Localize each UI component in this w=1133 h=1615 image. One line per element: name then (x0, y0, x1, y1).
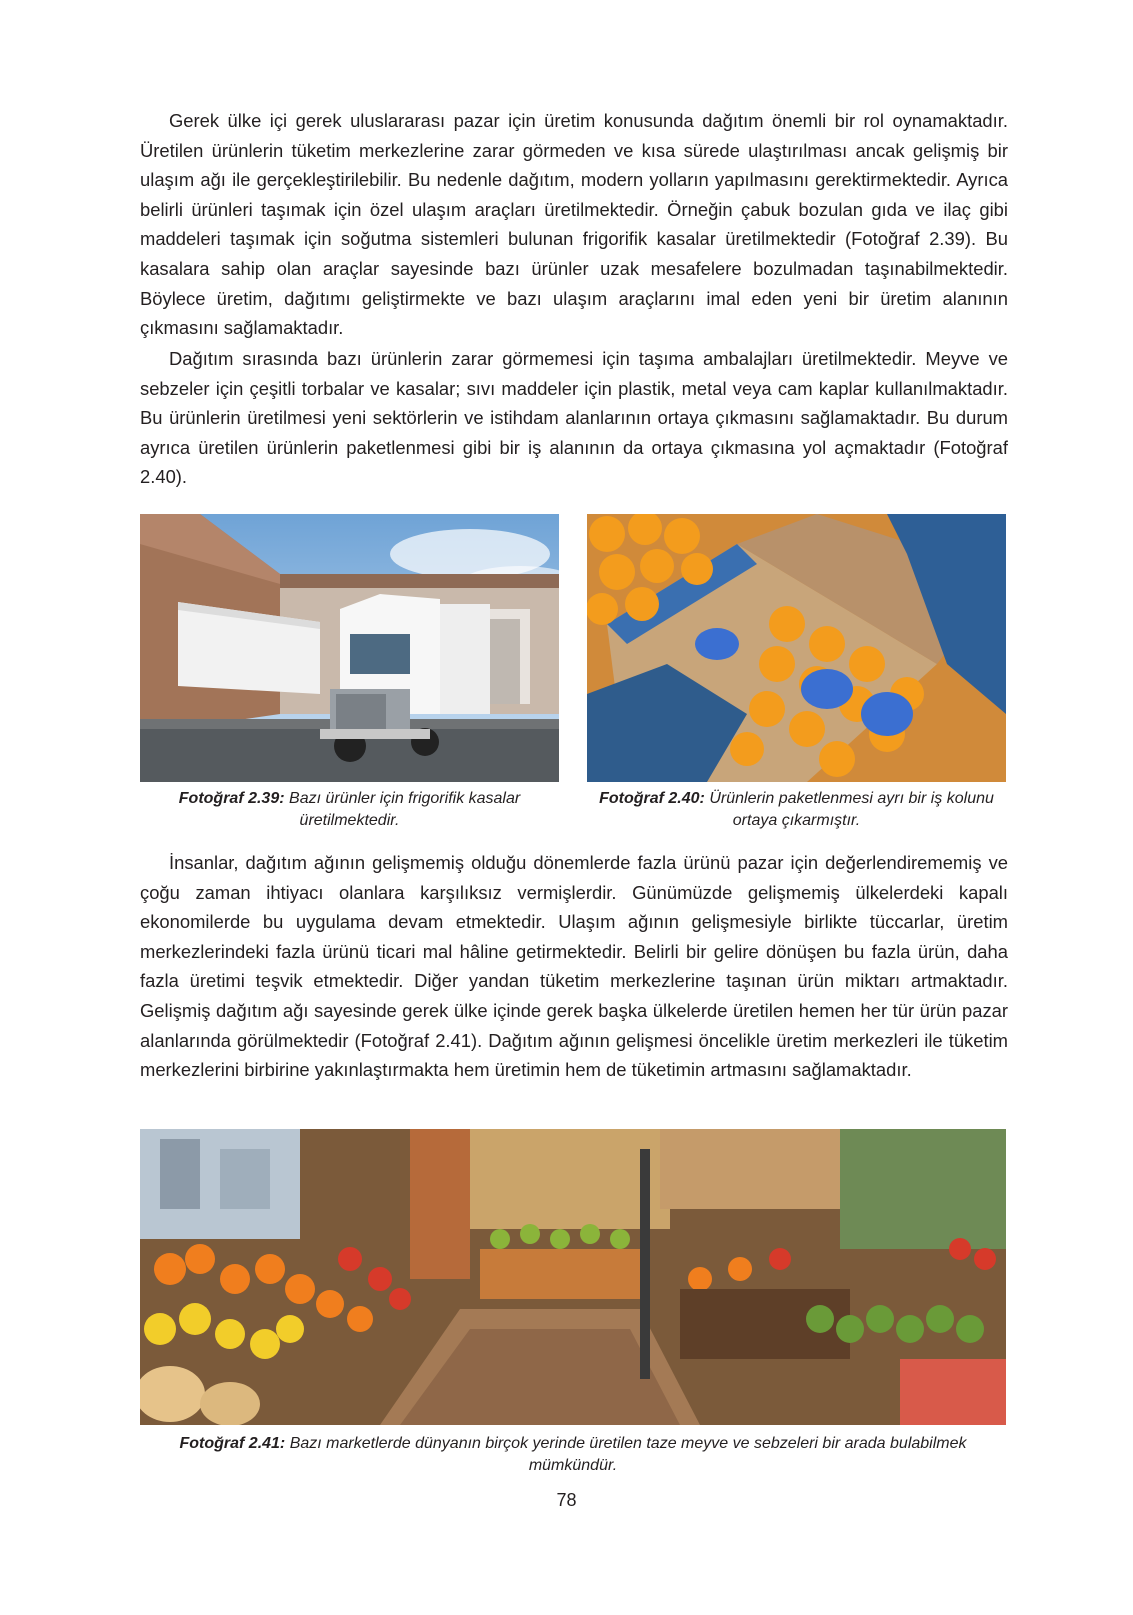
caption-text: Bazı marketlerde dünyanın birçok yerinde üretilen taze meyve ve sebzeleri bir arada bulabilmek mümkündür. (289, 1435, 967, 1474)
caption-photo-2-40 (587, 788, 1006, 832)
paragraph-2: Dağıtım sırasında bazı ürünlerin zarar görmemesi için taşıma ambalajları üretilmektedir. Meyve ve sebzeler için çeşitli torbalar ve kasalar; sıvı maddeler için plastik, metal veya cam kaplar kullanılmaktadır. Bu ürünlerin üretilmesi yeni sektörlerin ve istihdam alanlarının ortaya çıkmasını sağlamaktadır. Bu durum ayrıca üretilen ürünlerin paketlenmesi gibi bir iş alanının da ortaya çıkmasına yol açmaktadır (Fotoğraf 2.40). (140, 348, 1008, 488)
paragraph-3: İnsanlar, dağıtım ağının gelişmemiş olduğu dönemlerde fazla ürünü pazar için değerlendirememiş ve çoğu zaman ihtiyacı olanlara karşılıksız vermişlerdir. Günümüzde gelişmemiş ülkelerdeki kapalı ekonomilerde bu uygulama devam etmektedir. Ulaşım ağının gelişmesiyle birlikte tüccarlar, üretim merkezlerindeki fazla ürünü ticari mal hâline getirmektedir. Belirli bir gelire dönüşen bu fazla ürün, daha fazla üretimi teşvik etmektedir. Diğer yandan tüketim merkezlerine taşınan ürün miktarı artmaktadır. Gelişmiş dağıtım ağı sayesinde gerek ülke içinde gerek başka ülkelerde üretilen hemen her tür ürün pazar alanlarında görülmektedir (Fotoğraf 2.41). Dağıtım ağının gelişmesi öncelikle üretim merkezleri ile tüketim merkezlerini birbirine yakınlaştırmakta hem üretimin hem de tüketimin artmasını sağlamaktadır. (140, 852, 1008, 1081)
caption-photo-2-41 (140, 1433, 1006, 1477)
photo-truck-loading-dock (140, 514, 559, 782)
caption-text: Bazı ürünler için frigorifik kasalar üretilmektedir. (289, 790, 521, 829)
photo-supermarket-produce (140, 1129, 1006, 1425)
caption-label: Fotoğraf 2.41: (179, 1435, 286, 1452)
caption-label: Fotoğraf 2.39: (178, 790, 285, 807)
photo-packing-oranges (587, 514, 1006, 782)
paragraph-1: Gerek ülke içi gerek uluslararası pazar için üretim konusunda dağıtım önemli bir rol oynamaktadır. Üretilen ürünlerin tüketim merkezlerine zarar görmeden ve kısa sürede ulaştırılması ancak gelişmiş bir ulaşım ağı ile gerçekleştirilebilir. Bu nedenle dağıtım, modern yolların yapılmasını gerektirmektedir. Ayrıca belirli ürünleri taşımak için özel ulaşım araçları üretilmektedir. Örneğin çabuk bozulan gıda ve ilaç gibi maddeleri taşımak için soğutma sistemleri bulunan frigorifik kasalar üretilmektedir (Fotoğraf 2.39). Bu kasalara sahip olan araçlar sayesinde bazı ürünler uzak mesafelere bozulmadan taşınabilmektedir. Böylece üretim, dağıtımı geliştirmekte ve bazı ulaşım araçlarını imal eden yeni bir üretim alanının çıkmasını sağlamaktadır. (140, 110, 1008, 339)
caption-label: Fotoğraf 2.40: (599, 790, 705, 807)
page-number: 78 (556, 1490, 577, 1510)
caption-photo-2-39 (140, 788, 559, 832)
caption-text: Ürünlerin paketlenmesi ayrı bir iş kolunu ortaya çıkarmıştır. (709, 790, 994, 829)
